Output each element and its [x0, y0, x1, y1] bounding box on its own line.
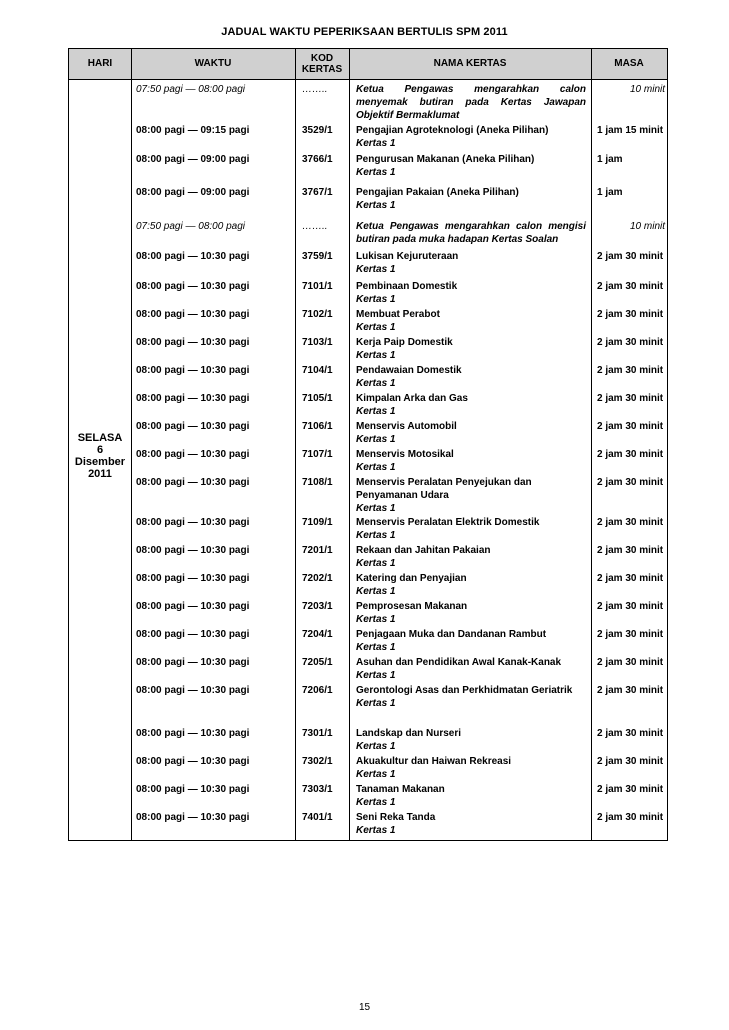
row-code: ……..	[302, 221, 328, 232]
row-duration: 2 jam 30 minit	[597, 756, 664, 767]
row-time: 08:00 pagi — 10:30 pagi	[136, 728, 250, 739]
row-paper-number: Kertas 1	[356, 741, 396, 752]
day-month: Disember	[74, 456, 126, 468]
row-duration: 2 jam 30 minit	[597, 281, 664, 292]
row-paper-name: Kimpalan Arka dan Gas	[356, 393, 468, 404]
row-code: 7203/1	[302, 601, 333, 612]
row-code: 7204/1	[302, 629, 333, 640]
row-duration: 2 jam 30 minit	[597, 573, 664, 584]
row-time: 07:50 pagi — 08:00 pagi	[136, 84, 245, 95]
row-code: 7102/1	[302, 309, 333, 320]
row-paper	[356, 572, 586, 598]
row-duration: 1 jam 15 minit	[597, 125, 664, 136]
row-paper-number: Kertas 1	[356, 350, 396, 361]
row-duration: 1 jam	[597, 154, 623, 165]
row-code: 7109/1	[302, 517, 333, 528]
row-time: 08:00 pagi — 10:30 pagi	[136, 517, 250, 528]
row-paper	[356, 628, 586, 654]
row-time: 08:00 pagi — 10:30 pagi	[136, 657, 250, 668]
row-code: 7206/1	[302, 685, 333, 696]
row-code: 3766/1	[302, 154, 333, 165]
row-paper-number: Kertas 1	[356, 264, 396, 275]
row-duration: 2 jam 30 minit	[597, 545, 664, 556]
header-kod-kertas	[295, 49, 349, 78]
day-year: 2011	[88, 468, 112, 480]
page-number: 15	[358, 1002, 371, 1013]
row-code: 3767/1	[302, 187, 333, 198]
row-code: 7108/1	[302, 477, 333, 488]
row-duration: 1 jam	[597, 187, 623, 198]
row-paper-name: Seni Reka Tanda	[356, 812, 436, 823]
row-paper	[356, 124, 586, 150]
row-time: 08:00 pagi — 10:30 pagi	[136, 685, 250, 696]
row-paper-name: Pengurusan Makanan (Aneka Pilihan)	[356, 154, 535, 165]
row-paper	[356, 420, 586, 446]
row-paper	[356, 448, 586, 474]
row-paper	[356, 153, 586, 179]
exam-day	[69, 432, 131, 480]
row-paper	[356, 656, 586, 682]
row-duration: 2 jam 30 minit	[597, 784, 664, 795]
row-code: 7106/1	[302, 421, 333, 432]
row-paper-name: Menservis Peralatan Elektrik Domestik	[356, 517, 540, 528]
row-paper-name: Akuakultur dan Haiwan Rekreasi	[356, 756, 512, 767]
row-paper-number: Kertas 1	[356, 614, 396, 625]
row-paper	[356, 308, 586, 334]
row-code: 7205/1	[302, 657, 333, 668]
row-code: 7107/1	[302, 449, 333, 460]
row-paper-name: Menservis Peralatan Penyejukan dan Penyamanan Udara	[356, 477, 532, 501]
row-code: 7202/1	[302, 573, 333, 584]
page-title: JADUAL WAKTU PEPERIKSAAN BERTULIS SPM 2011	[221, 26, 508, 38]
row-paper-number: Kertas 1	[356, 434, 396, 445]
row-duration: 2 jam 30 minit	[597, 517, 664, 528]
row-time: 08:00 pagi — 10:30 pagi	[136, 629, 250, 640]
row-code: 7302/1	[302, 756, 333, 767]
row-paper-name: Pengajian Pakaian (Aneka Pilihan)	[356, 187, 519, 198]
row-paper-number: Kertas 1	[356, 167, 396, 178]
row-duration: 2 jam 30 minit	[597, 449, 664, 460]
row-code: 3759/1	[302, 251, 333, 262]
row-paper-number: Kertas 1	[356, 797, 396, 808]
row-paper-number: Kertas 1	[356, 825, 396, 836]
row-paper-name: Asuhan dan Pendidikan Awal Kanak-Kanak	[356, 657, 562, 668]
row-paper-name: Pemprosesan Makanan	[356, 601, 468, 612]
row-paper-name: Ketua Pengawas mengarahkan calon menyemak butiran pada Kertas Jawapan Objektif Bermaklumat	[356, 84, 586, 121]
row-time: 08:00 pagi — 10:30 pagi	[136, 393, 250, 404]
row-duration: 2 jam 30 minit	[597, 812, 664, 823]
row-duration: 2 jam 30 minit	[597, 629, 664, 640]
row-duration: 2 jam 30 minit	[597, 477, 664, 488]
row-time: 08:00 pagi — 10:30 pagi	[136, 545, 250, 556]
row-paper-number: Kertas 1	[356, 200, 396, 211]
row-paper	[356, 220, 586, 246]
row-paper-number: Kertas 1	[356, 558, 396, 569]
row-code: 7303/1	[302, 784, 333, 795]
row-code: 7105/1	[302, 393, 333, 404]
row-paper	[356, 516, 586, 542]
row-paper-number: Kertas 1	[356, 322, 396, 333]
row-paper	[356, 600, 586, 626]
row-paper-name: Penjagaan Muka dan Dandanan Rambut	[356, 629, 547, 640]
header-kod-line2: KERTAS	[301, 63, 343, 75]
row-paper-number: Kertas 1	[356, 586, 396, 597]
header-hari: HARI	[87, 58, 113, 69]
row-paper-name: Menservis Motosikal	[356, 449, 454, 460]
row-time: 08:00 pagi — 09:15 pagi	[136, 125, 250, 136]
row-paper	[356, 476, 586, 515]
column-divider	[591, 49, 592, 840]
day-name: SELASA	[77, 432, 123, 444]
header-kod-line1: KOD	[310, 52, 334, 64]
row-paper	[356, 250, 586, 276]
row-time: 08:00 pagi — 10:30 pagi	[136, 281, 250, 292]
day-number: 6	[96, 444, 104, 456]
row-paper-name: Pengajian Agroteknologi (Aneka Pilihan)	[356, 125, 549, 136]
header-waktu: WAKTU	[194, 58, 232, 69]
row-time: 08:00 pagi — 10:30 pagi	[136, 251, 250, 262]
row-code: 3529/1	[302, 125, 333, 136]
row-paper-number: Kertas 1	[356, 378, 396, 389]
header-masa: MASA	[614, 58, 644, 69]
row-paper-number: Kertas 1	[356, 698, 396, 709]
row-paper-number: Kertas 1	[356, 462, 396, 473]
header-nama-kertas: NAMA KERTAS	[433, 58, 507, 69]
row-duration: 2 jam 30 minit	[597, 421, 664, 432]
row-duration: 10 minit	[629, 84, 665, 95]
row-paper-number: Kertas 1	[356, 670, 396, 681]
exam-timetable	[68, 48, 668, 841]
row-paper-number: Kertas 1	[356, 138, 396, 149]
row-duration: 2 jam 30 minit	[597, 365, 664, 376]
row-paper-name: Landskap dan Nurseri	[356, 728, 462, 739]
row-time: 08:00 pagi — 09:00 pagi	[136, 154, 250, 165]
row-paper-number: Kertas 1	[356, 769, 396, 780]
row-duration: 2 jam 30 minit	[597, 601, 664, 612]
row-paper	[356, 755, 586, 781]
row-paper	[356, 392, 586, 418]
row-duration: 2 jam 30 minit	[597, 657, 664, 668]
column-divider	[295, 49, 296, 840]
row-time: 08:00 pagi — 10:30 pagi	[136, 812, 250, 823]
row-paper	[356, 83, 586, 122]
row-paper	[356, 811, 586, 837]
row-time: 08:00 pagi — 10:30 pagi	[136, 449, 250, 460]
column-divider	[131, 49, 132, 840]
row-duration: 2 jam 30 minit	[597, 251, 664, 262]
row-paper-name: Ketua Pengawas mengarahkan calon mengisi butiran pada muka hadapan Kertas Soalan	[356, 221, 586, 245]
row-time: 08:00 pagi — 10:30 pagi	[136, 309, 250, 320]
row-time: 08:00 pagi — 10:30 pagi	[136, 573, 250, 584]
row-paper	[356, 364, 586, 390]
row-code: ……..	[302, 84, 328, 95]
row-paper	[356, 727, 586, 753]
row-paper-number: Kertas 1	[356, 406, 396, 417]
row-paper	[356, 280, 586, 306]
row-time: 08:00 pagi — 10:30 pagi	[136, 365, 250, 376]
row-paper	[356, 544, 586, 570]
row-time: 08:00 pagi — 10:30 pagi	[136, 601, 250, 612]
row-paper	[356, 783, 586, 809]
row-paper	[356, 684, 586, 710]
row-code: 7103/1	[302, 337, 333, 348]
row-time: 08:00 pagi — 09:00 pagi	[136, 187, 250, 198]
row-paper-name: Gerontologi Asas dan Perkhidmatan Geriatrik	[356, 685, 573, 696]
row-paper	[356, 186, 586, 212]
table-header	[69, 49, 667, 80]
row-time: 08:00 pagi — 10:30 pagi	[136, 421, 250, 432]
row-paper-name: Pembinaan Domestik	[356, 281, 458, 292]
row-time: 08:00 pagi — 10:30 pagi	[136, 784, 250, 795]
row-paper-number: Kertas 1	[356, 503, 396, 514]
row-duration: 2 jam 30 minit	[597, 309, 664, 320]
row-time: 08:00 pagi — 10:30 pagi	[136, 477, 250, 488]
row-paper-name: Kerja Paip Domestik	[356, 337, 453, 348]
row-paper	[356, 336, 586, 362]
row-time: 07:50 pagi — 08:00 pagi	[136, 221, 245, 232]
row-code: 7104/1	[302, 365, 333, 376]
column-divider	[349, 49, 350, 840]
row-paper-name: Tanaman Makanan	[356, 784, 445, 795]
row-code: 7301/1	[302, 728, 333, 739]
row-duration: 2 jam 30 minit	[597, 337, 664, 348]
row-paper-number: Kertas 1	[356, 530, 396, 541]
row-paper-name: Lukisan Kejuruteraan	[356, 251, 459, 262]
row-paper-number: Kertas 1	[356, 642, 396, 653]
row-duration: 2 jam 30 minit	[597, 728, 664, 739]
row-duration: 2 jam 30 minit	[597, 685, 664, 696]
row-duration: 2 jam 30 minit	[597, 393, 664, 404]
row-code: 7401/1	[302, 812, 333, 823]
row-paper-name: Katering dan Penyajian	[356, 573, 467, 584]
row-duration: 10 minit	[629, 221, 665, 232]
row-paper-name: Rekaan dan Jahitan Pakaian	[356, 545, 491, 556]
row-time: 08:00 pagi — 10:30 pagi	[136, 756, 250, 767]
row-paper-name: Pendawaian Domestik	[356, 365, 462, 376]
row-paper-number: Kertas 1	[356, 294, 396, 305]
row-paper-name: Menservis Automobil	[356, 421, 457, 432]
row-code: 7101/1	[302, 281, 333, 292]
row-time: 08:00 pagi — 10:30 pagi	[136, 337, 250, 348]
row-paper-name: Membuat Perabot	[356, 309, 440, 320]
row-code: 7201/1	[302, 545, 333, 556]
